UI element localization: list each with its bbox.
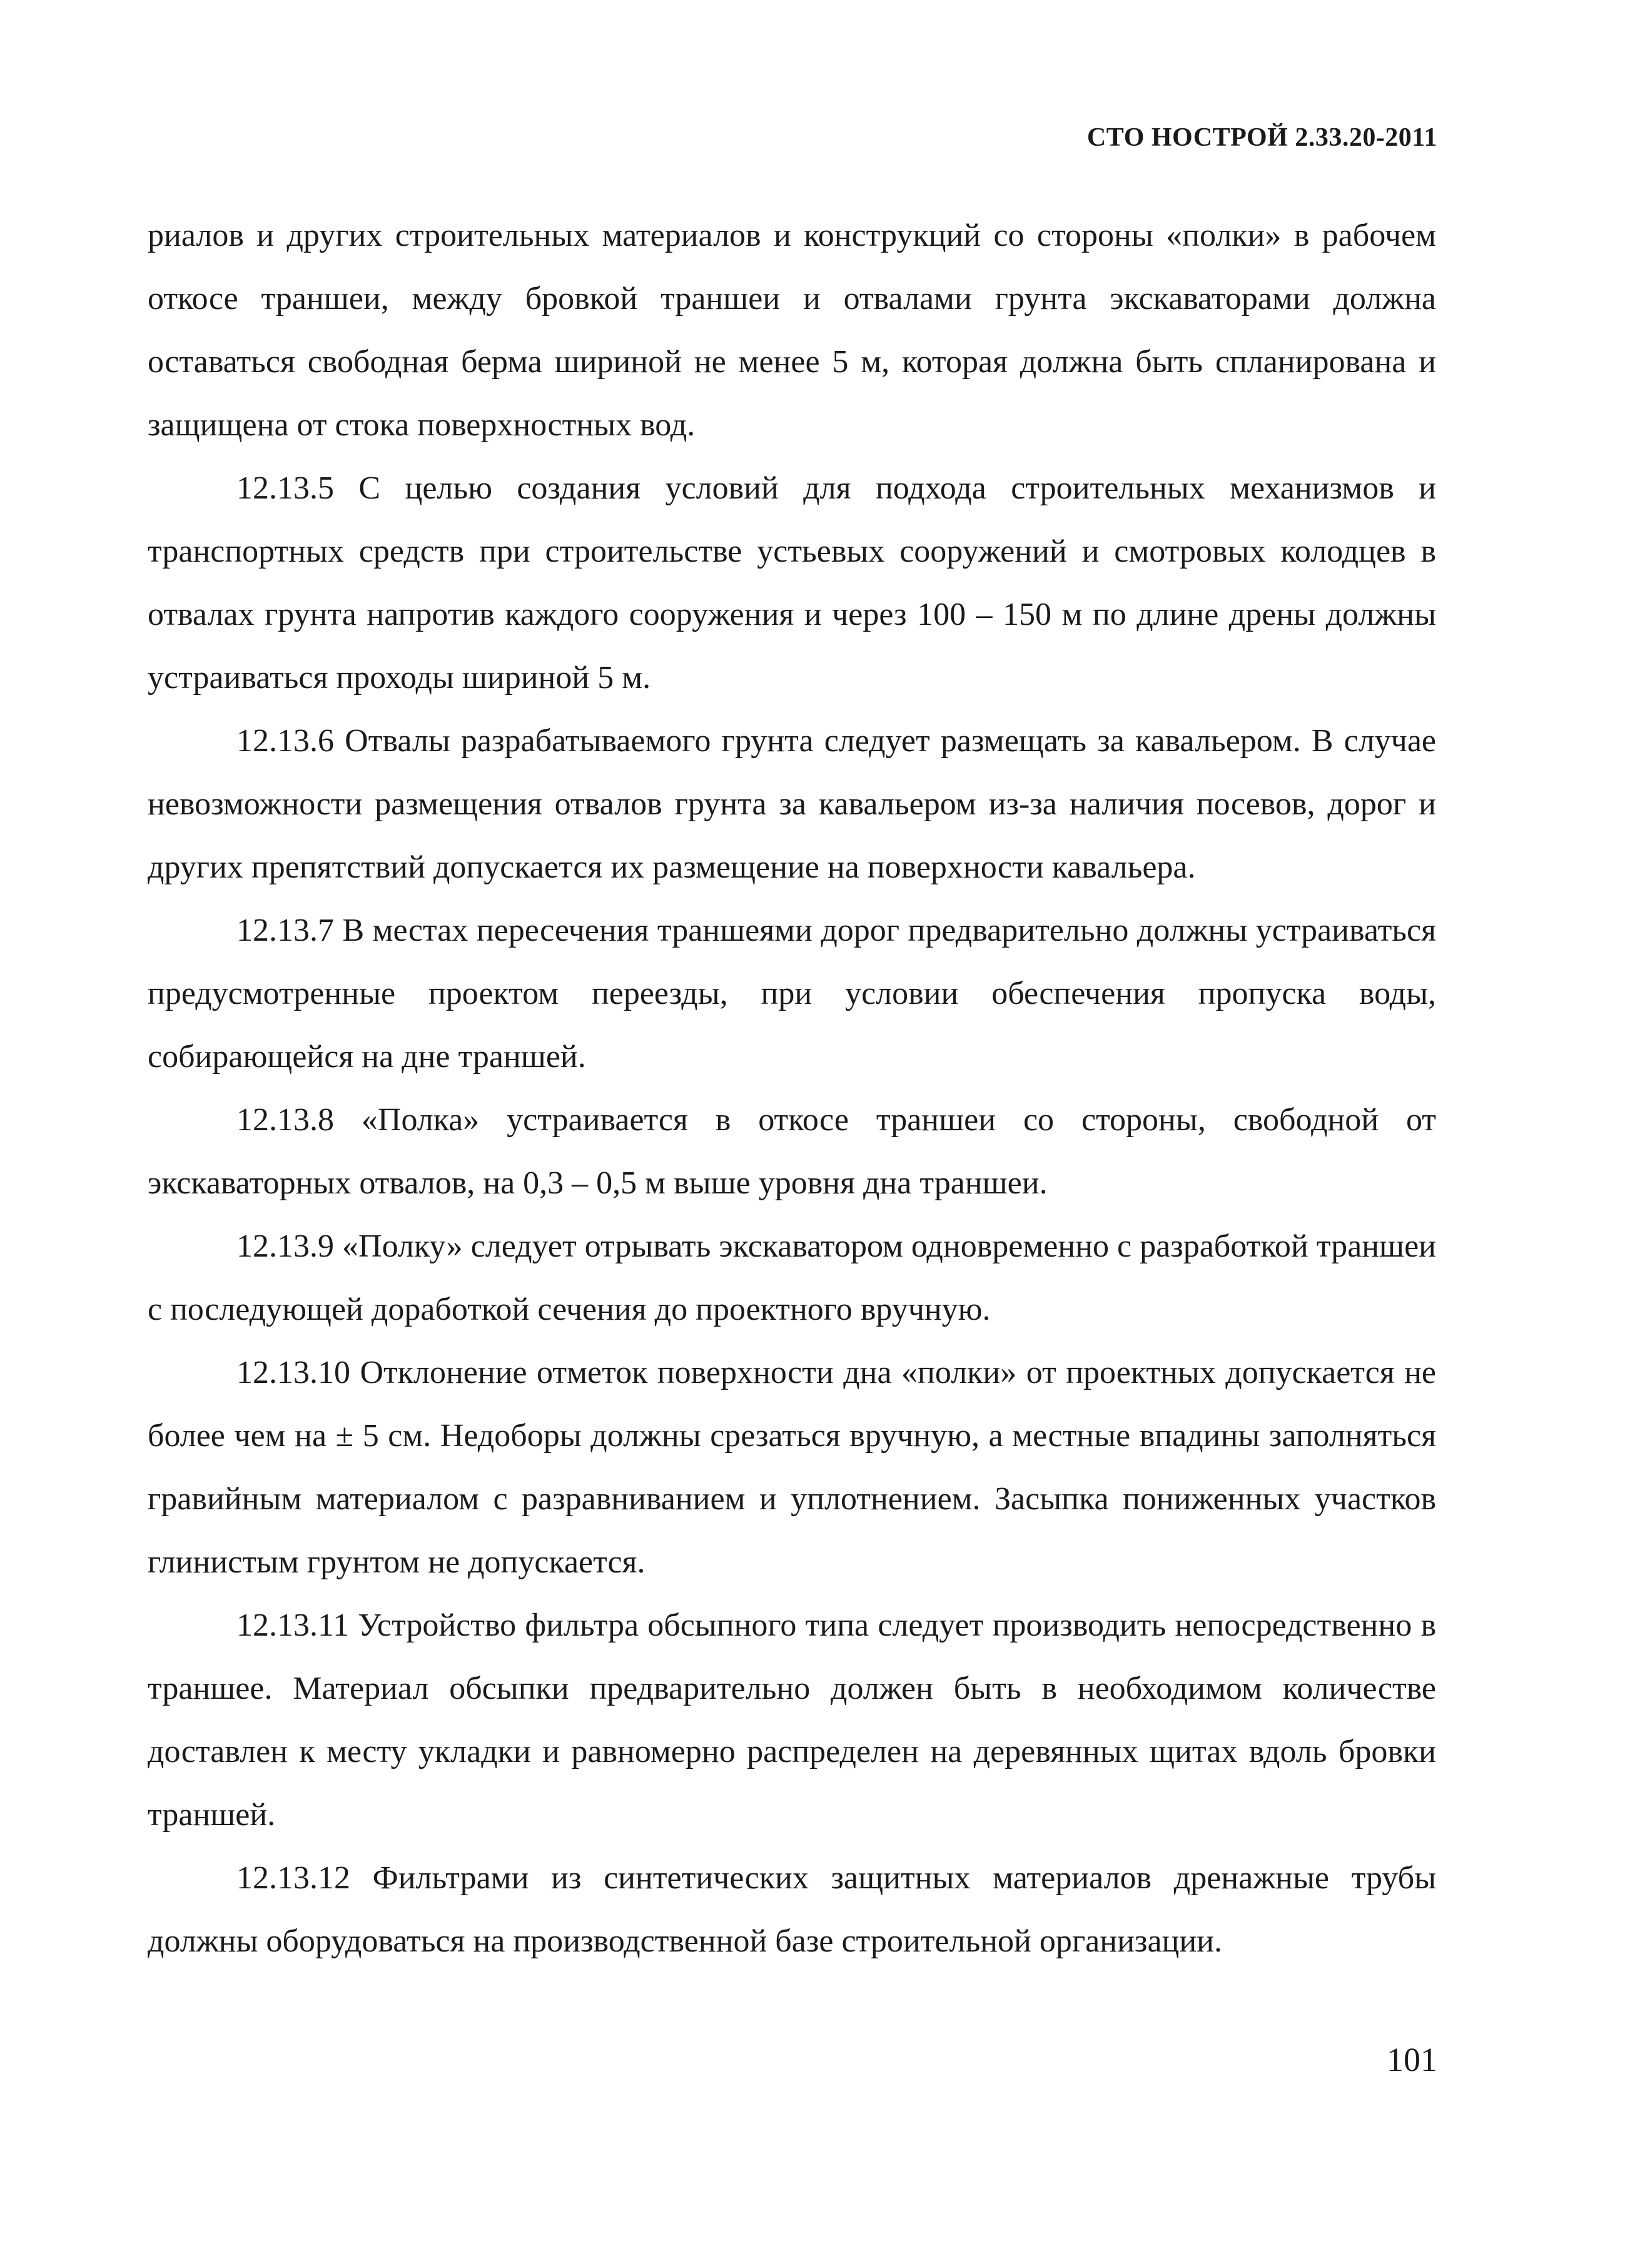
paragraph-12-13-12: 12.13.12 Фильтрами из синтетических защитных материалов дренажные трубы должны оборудоваться на производственной базе строительной организации. xyxy=(148,1860,1436,1959)
document-body xyxy=(148,204,1436,1973)
paragraph-12-13-5: 12.13.5 С целью создания условий для подхода строительных механизмов и транспортных средств при строительстве устьевых сооружений и смотровых колодцев в отвалах грунта напротив каждого сооружения и через 100 – 150 м по длине дрены должны устраиваться проходы шириной 5 м. xyxy=(148,470,1436,696)
paragraph-12-13-9: 12.13.9 «Полку» следует отрывать экскаватором одновременно с разработкой траншеи с последующей доработкой сечения до проектного вручную. xyxy=(148,1228,1436,1327)
paragraph-12-13-8: 12.13.8 «Полка» устраивается в откосе траншеи со стороны, свободной от экскаваторных отвалов, на 0,3 – 0,5 м выше уровня дна траншеи. xyxy=(148,1102,1436,1201)
paragraph-12-13-6: 12.13.6 Отвалы разрабатываемого грунта следует размещать за кавальером. В случае невозможности размещения отвалов грунта за кавальером из-за наличия посевов, дорог и других препятствий допускается их размещение на поверхности кавальера. xyxy=(148,723,1436,885)
page-number: 101 xyxy=(1387,2041,1437,2078)
paragraph-12-13-7: 12.13.7 В местах пересечения траншеями дорог предварительно должны устраиваться предусмотренные проектом переезды, при условии обеспечения пропуска воды, собирающейся на дне траншей. xyxy=(148,913,1436,1075)
paragraph-12-13-10: 12.13.10 Отклонение отметок поверхности дна «полки» от проектных допускается не более чем на ± 5 см. Недоборы должны срезаться вручную, а местные впадины заполняться гравийным материалом с разравниванием и уплотнением. Засыпка пониженных участков глинистым грунтом не допускается. xyxy=(148,1355,1436,1580)
paragraph-12-13-11: 12.13.11 Устройство фильтра обсыпного типа следует производить непосредственно в траншее. Материал обсыпки предварительно должен быть в необходимом количестве доставлен к месту укладки и равномерно распределен на деревянных щитах вдоль бровки траншей. xyxy=(148,1607,1436,1833)
document-code-header: СТО НОСТРОЙ 2.33.20-2011 xyxy=(1086,123,1437,152)
paragraph-continuation: риалов и других строительных материалов и конструкций со стороны «полки» в рабочем откосе траншеи, между бровкой траншеи и отвалами грунта экскаваторами должна оставаться свободная берма шириной не менее 5 м, которая должна быть спланирована и защищена от стока поверхностных вод. xyxy=(148,218,1436,443)
